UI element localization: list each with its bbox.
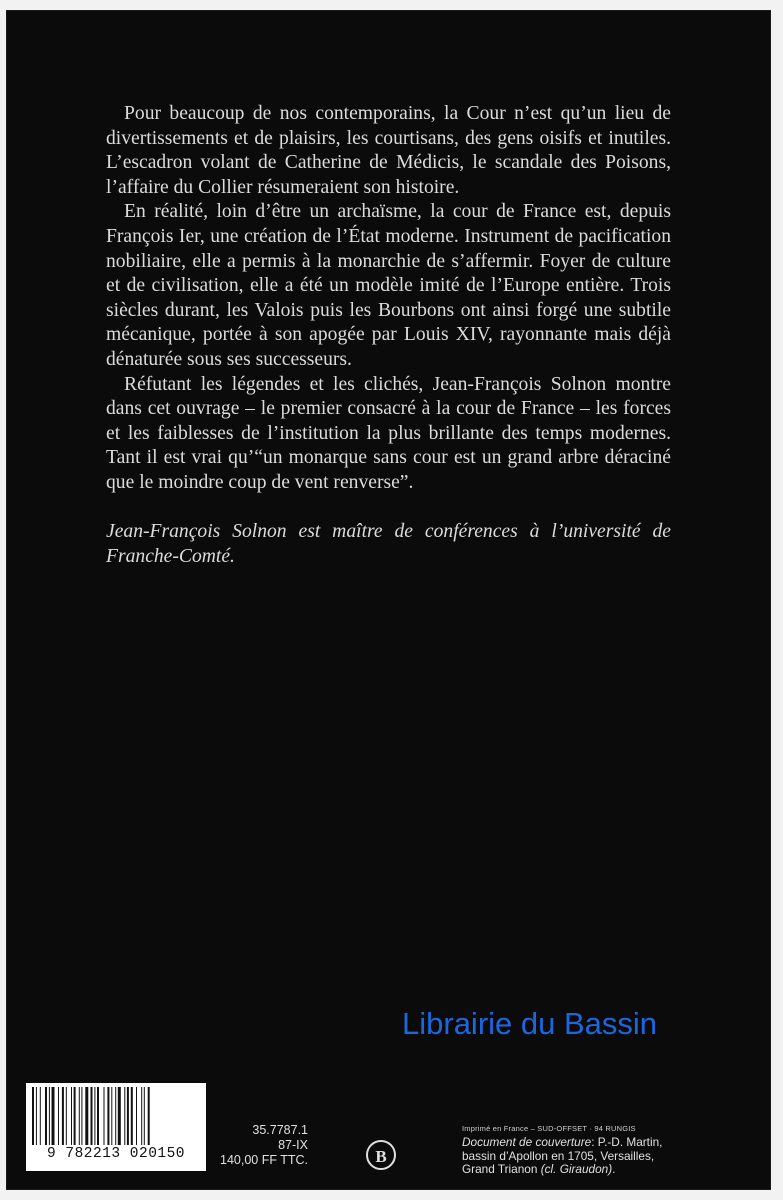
printer-credit: Imprimé en France – SUD-OFFSET · 94 RUNGIS	[462, 1124, 636, 1133]
barcode-bars	[32, 1087, 200, 1145]
blurb-text	[106, 102, 671, 496]
publisher-logo: B	[366, 1140, 396, 1170]
code-line-2: 87-IX	[278, 1138, 308, 1152]
price-codes	[206, 1123, 308, 1168]
credit-line-2: bassin d’Apollon en 1705, Versailles,	[462, 1148, 655, 1163]
code-line-1: 35.7787.1	[252, 1123, 308, 1137]
credit-text: : P.-D. Martin,	[591, 1135, 663, 1149]
blurb-paragraph-3: Réfutant les légendes et les clichés, Jean-François Solnon montre dans cet ouvrage – le premier consacré à la cour de France – les forces et les faiblesses de l’institution la plus brillante des temps modernes. Tant il est vrai qu’“un monarque sans cour est un grand arbre déraciné que le moindre coup de vent renverse”.	[106, 373, 671, 493]
blurb-paragraph-1: Pour beaucoup de nos contemporains, la Cour n’est qu’un lieu de divertissements et de plaisirs, les courtisans, des gens oisifs et inutiles. L’escadron volant de Catherine de Médicis, le scandale des Poisons, l’affaire du Collier résumeraient son histoire.	[106, 103, 671, 198]
cover-credits: Document de couverture: P.-D. Martin, bassin d’Apollon en 1705, Versailles, Grand Trianon (cl. Giraudon).	[462, 1136, 682, 1177]
price-line: 140,00 FF TTC.	[220, 1153, 308, 1167]
watermark-text: Librairie du Bassin	[402, 1006, 658, 1041]
blurb-paragraph-2: En réalité, loin d’être un archaïsme, la cour de France est, depuis François Ier, une création de l’État moderne. Instrument de pacification nobiliaire, elle a permis à la monarchie de s’affermir. Foyer de culture et de civilisation, elle a été un modèle imité de l’Europe entière. Trois siècles durant, les Valois puis les Bourbons ont ainsi forgé une subtile mécanique, portée à son apogée par Louis XIV, rayonnante mais déjà dénaturée sous ses successeurs.	[106, 201, 671, 370]
barcode-number: 9 782213 020150	[46, 1146, 186, 1162]
author-bio: Jean-François Solnon est maître de conférences à l’université de Franche-Comté.	[106, 521, 671, 567]
credit-line-3: Grand Trianon	[462, 1162, 541, 1177]
credit-label: Document de couverture	[462, 1135, 592, 1149]
barcode	[26, 1083, 206, 1171]
credit-photo: (cl. Giraudon)	[540, 1162, 613, 1177]
